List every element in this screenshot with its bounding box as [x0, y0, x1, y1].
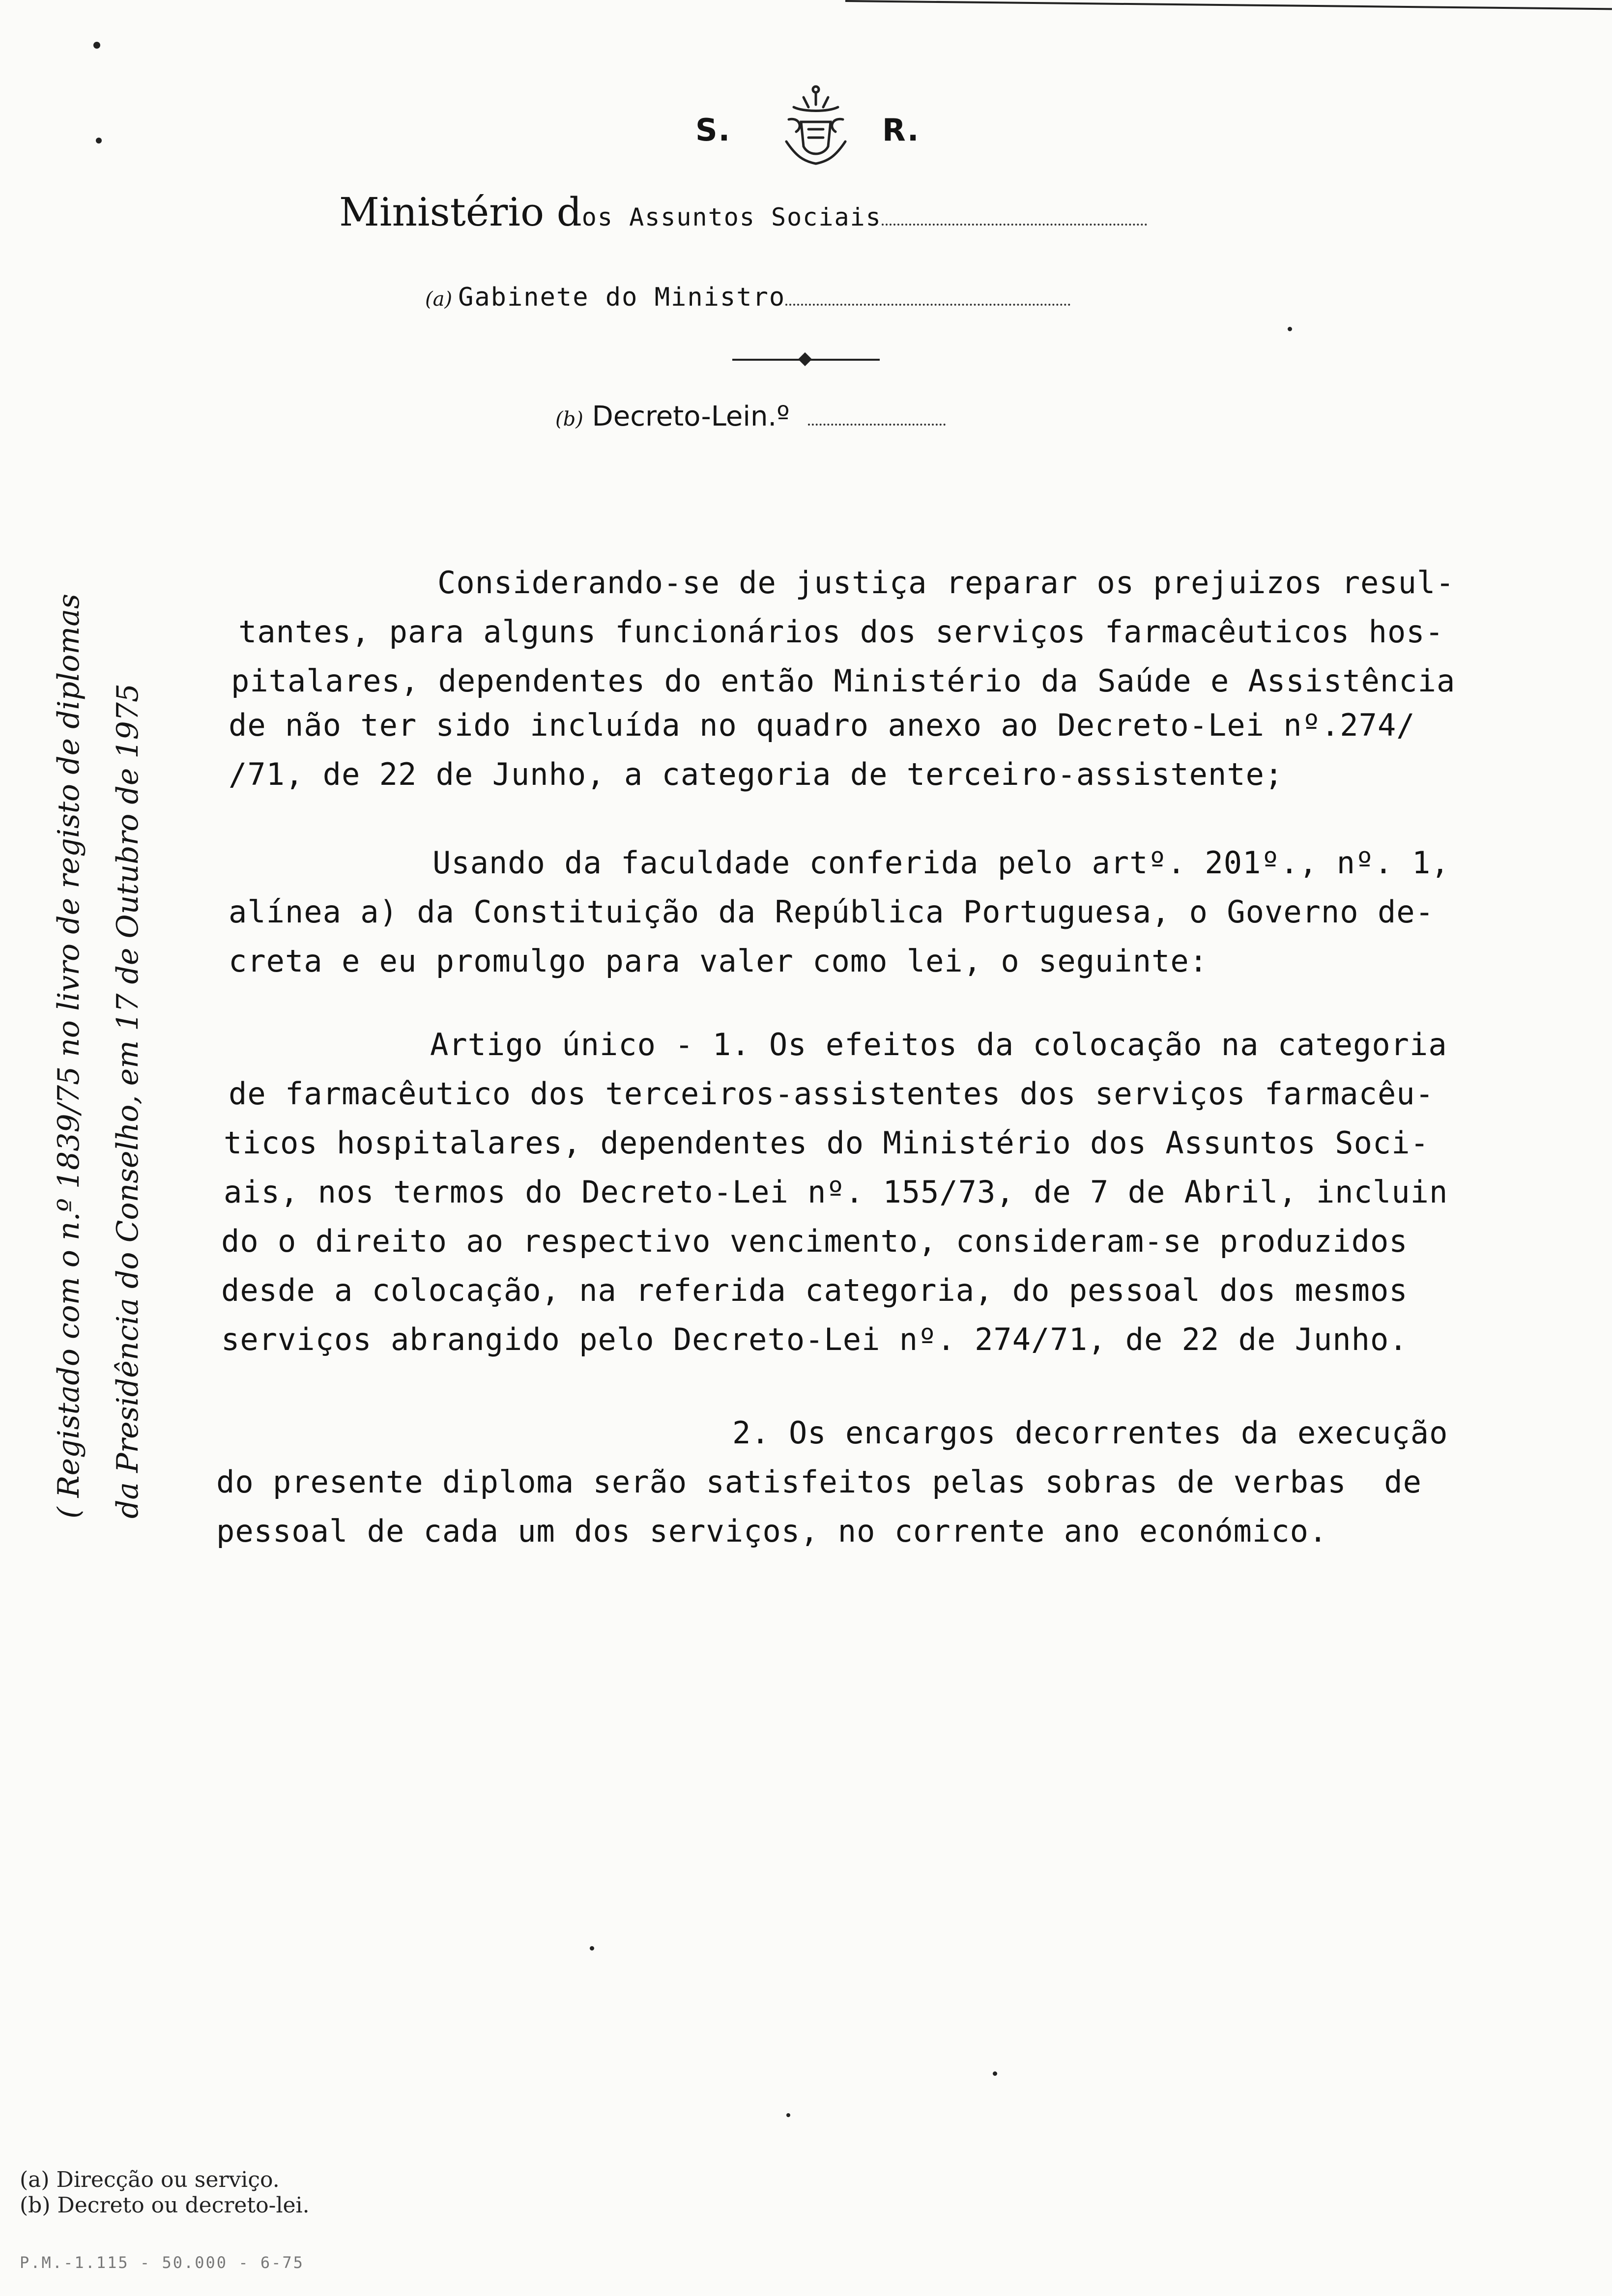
- body-line: do o direito ao respectivo vencimento, consideram-se produzidos: [221, 1223, 1408, 1259]
- body-line: /71, de 22 de Junho, a categoria de terceiro-assistente;: [229, 756, 1284, 792]
- body-line: creta e eu promulgo para valer como lei, o seguinte:: [229, 943, 1209, 979]
- body-line: 2. Os encargos decorrentes da execução: [732, 1415, 1448, 1451]
- service-dotted-fill: [785, 299, 1070, 306]
- service-name: Gabinete do Ministro: [458, 283, 786, 312]
- scan-speck: [93, 42, 100, 49]
- scan-speck: [786, 2113, 790, 2117]
- ministry-name: os Assuntos Sociais: [581, 203, 882, 231]
- print-code: P.M.-1.115 - 50.000 - 6-75: [20, 2253, 304, 2272]
- decree-label: (b): [555, 408, 583, 430]
- scan-speck: [590, 1946, 594, 1951]
- body-line: Artigo único - 1. Os efeitos da colocação na categoria: [430, 1027, 1447, 1062]
- body-line: pitalares, dependentes do então Ministério da Saúde e Assistência: [231, 663, 1456, 699]
- scan-speck: [993, 2071, 997, 2076]
- body-line: Usando da faculdade conferida pelo artº. 201º., nº. 1,: [432, 845, 1450, 881]
- body-line: do presente diploma serão satisfeitos pelas sobras de verbas de: [216, 1464, 1422, 1500]
- scan-speck: [1288, 327, 1292, 331]
- decree-title: Decreto-Lein.º: [592, 401, 790, 432]
- ministry-line: [339, 189, 1278, 243]
- decree-dotted-fill: [808, 419, 946, 426]
- scan-speck: [96, 138, 102, 144]
- ministry-prefix: Ministério d: [339, 189, 582, 235]
- body-line: ais, nos termos do Decreto-Lei nº. 155/73, de 7 de Abril, incluin: [224, 1174, 1448, 1210]
- body-line: tantes, para alguns funcionários dos serviços farmacêuticos hos-: [238, 614, 1444, 650]
- footnote-b: (b) Decreto ou decreto-lei.: [20, 2193, 310, 2218]
- body-line: desde a colocação, na referida categoria, do pessoal dos mesmos: [221, 1272, 1408, 1308]
- coat-of-arms-icon: [769, 83, 863, 171]
- body-line: Considerando-se de justiça reparar os prejuizos resul-: [437, 565, 1455, 601]
- registration-stamp-line-2: da Presidência do Conselho, em 17 de Outubro de 1975: [111, 683, 145, 1519]
- body-line: alínea a) da Constituição da República Portuguesa, o Governo de-: [229, 894, 1434, 930]
- service-label: (a): [425, 288, 453, 311]
- body-line: de não ter sido incluída no quadro anexo ao Decreto-Lei nº.274/: [229, 707, 1415, 743]
- service-line: [425, 283, 1070, 312]
- body-line: pessoal de cada um dos serviços, no corrente ano económico.: [216, 1513, 1328, 1549]
- header-letter-s: S.: [695, 112, 731, 148]
- scan-edge-line: [845, 0, 1612, 10]
- divider-diamond-icon: [798, 352, 812, 366]
- registration-stamp-line-1: ( Registado com o n.º 1839/75 no livro de registo de diplomas: [52, 594, 86, 1519]
- ministry-dotted-fill: [882, 219, 1147, 226]
- body-line: ticos hospitalares, dependentes do Ministério dos Assuntos Soci-: [224, 1125, 1429, 1161]
- body-line: serviços abrangido pelo Decreto-Lei nº. 274/71, de 22 de Junho.: [221, 1321, 1408, 1357]
- body-line: de farmacêutico dos terceiros-assistentes dos serviços farmacêu-: [229, 1076, 1434, 1112]
- header-letter-r: R.: [882, 112, 920, 148]
- footnote-a: (a) Direcção ou serviço.: [20, 2167, 280, 2192]
- decree-line: [555, 401, 946, 432]
